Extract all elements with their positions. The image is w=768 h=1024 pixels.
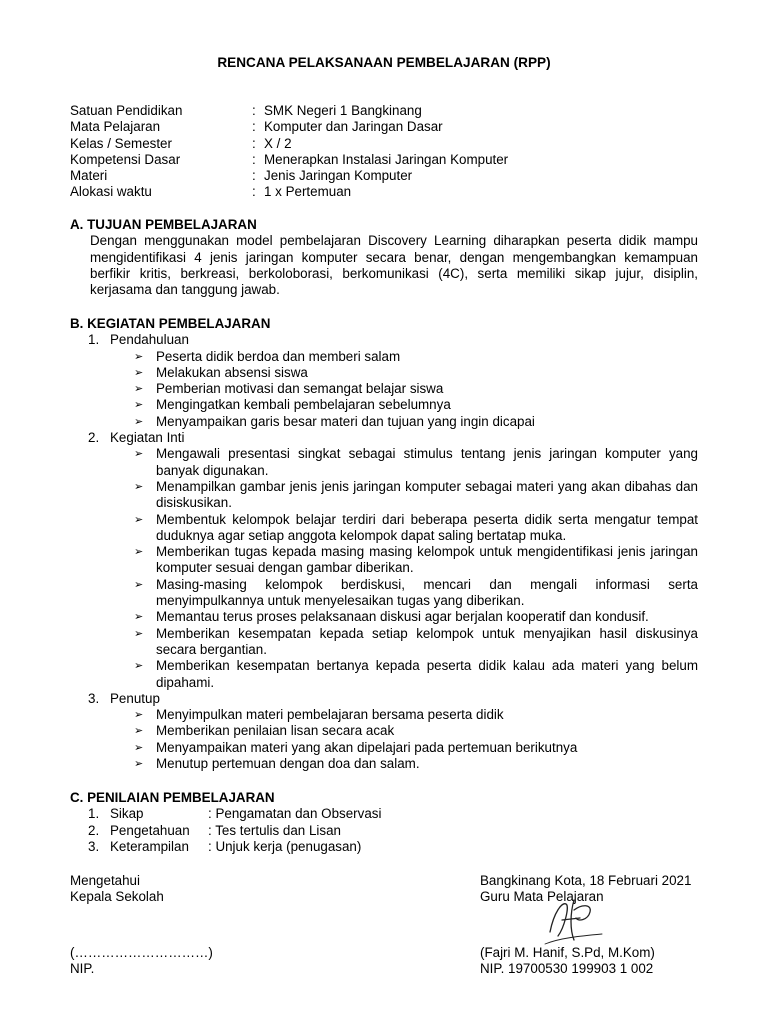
list-item-text: Menyampaikan garis besar materi dan tujuan yang ingin dicapai	[156, 413, 535, 429]
list-item-text: Membentuk kelompok belajar terdiri dari beberapa peserta didik serta mengatur tempat duduknya agar setiap anggota kelompok dapat saling bertatap muka.	[156, 511, 698, 543]
identity-colon: :	[252, 184, 256, 200]
list-item-text: Memantau terus proses pelaksanaan diskusi agar berjalan kooperatif dan kondusif.	[156, 609, 649, 625]
assessment-row	[88, 806, 698, 822]
assessment-row	[88, 839, 698, 855]
list-item-text: Menyimpulkan materi pembelajaran bersama peserta didik	[156, 707, 504, 723]
identity-colon: :	[252, 168, 256, 184]
section-c	[70, 790, 698, 855]
arrow-bullet-icon: ➢	[134, 415, 144, 428]
sign-left-line2: Kepala Sekolah	[70, 889, 164, 905]
phase-heading	[88, 691, 698, 707]
identity-value: 1 x Pertemuan	[264, 184, 352, 200]
identity-row	[70, 136, 508, 152]
list-item	[70, 740, 698, 756]
sign-right-nip: NIP. 19700530 199903 1 002	[480, 960, 654, 976]
arrow-bullet-icon: ➢	[134, 366, 144, 379]
list-item	[70, 349, 698, 365]
document-title: RENCANA PELAKSANAAN PEMBELAJARAN (RPP)	[217, 55, 551, 70]
identity-row	[70, 119, 508, 135]
list-item	[70, 365, 698, 381]
arrow-bullet-icon: ➢	[134, 399, 144, 412]
section-c-heading: C. PENILAIAN PEMBELAJARAN	[70, 790, 275, 805]
phase-heading	[88, 332, 698, 348]
list-item-text: Melakukan absensi siswa	[156, 364, 308, 380]
sign-left-line1: Mengetahui	[70, 873, 140, 888]
phase-number: 3.	[88, 690, 100, 706]
phase-name: Pendahuluan	[110, 332, 189, 348]
section-a-heading: A. TUJUAN PEMBELAJARAN	[70, 217, 257, 232]
list-item	[70, 544, 698, 577]
list-item	[70, 723, 698, 739]
list-item-text: Memberikan penilaian lisan secara acak	[156, 723, 395, 739]
identity-value: Menerapkan Instalasi Jaringan Komputer	[264, 151, 509, 167]
assessment-method: : Unjuk kerja (penugasan)	[208, 838, 362, 854]
list-item	[70, 512, 698, 545]
identity-label: Mata Pelajaran	[70, 119, 161, 135]
phase-number: 1.	[88, 332, 100, 348]
arrow-bullet-icon: ➢	[134, 611, 144, 624]
identity-colon: :	[252, 119, 256, 135]
assessment-number: 2.	[88, 822, 100, 838]
list-item-text: Pemberian motivasi dan semangat belajar siswa	[156, 381, 444, 397]
list-item	[70, 658, 698, 691]
arrow-bullet-icon: ➢	[134, 578, 144, 591]
phase-activity-list	[70, 349, 698, 430]
list-item-text: Peserta didik berdoa dan memberi salam	[156, 348, 401, 364]
phase-activity-list	[70, 446, 698, 690]
assessment-row	[88, 823, 698, 839]
sign-right-line1: Bangkinang Kota, 18 Februari 2021	[480, 873, 692, 888]
arrow-bullet-icon: ➢	[134, 758, 144, 771]
list-item	[70, 707, 698, 723]
identity-label: Alokasi waktu	[70, 184, 152, 200]
sign-right-line2: Guru Mata Pelajaran	[480, 889, 604, 905]
list-item	[70, 626, 698, 659]
identity-row	[70, 168, 508, 184]
list-item	[70, 756, 698, 772]
identity-value: Jenis Jaringan Komputer	[264, 168, 413, 184]
assessment-method: : Pengamatan dan Observasi	[208, 806, 382, 822]
list-item-text: Menampilkan gambar jenis jenis jaringan komputer sebagai materi yang akan dibahas dan disiskusikan.	[156, 478, 698, 511]
arrow-bullet-icon: ➢	[134, 741, 144, 754]
arrow-bullet-icon: ➢	[134, 627, 144, 640]
phase-name: Kegiatan Inti	[110, 430, 185, 446]
assessment-aspect: Sikap	[110, 806, 144, 822]
list-item	[70, 414, 698, 430]
signature-block-left	[70, 873, 213, 977]
phase-activity-list	[70, 707, 698, 772]
assessment-method: : Tes tertulis dan Lisan	[208, 822, 341, 838]
arrow-bullet-icon: ➢	[134, 660, 144, 673]
identity-label: Kompetensi Dasar	[70, 151, 181, 167]
list-item-text: Menutup pertemuan dengan doa dan salam.	[156, 756, 420, 772]
arrow-bullet-icon: ➢	[134, 480, 144, 493]
arrow-bullet-icon: ➢	[134, 383, 144, 396]
phase-number: 2.	[88, 430, 100, 446]
identity-label: Kelas / Semester	[70, 135, 172, 151]
sign-left-name: (…………………………)	[70, 944, 213, 960]
list-item-text: Menyampaikan materi yang akan dipelajari pada pertemuan berikutnya	[156, 739, 578, 755]
identity-label: Satuan Pendidikan	[70, 103, 183, 118]
assessment-number: 3.	[88, 838, 100, 854]
arrow-bullet-icon: ➢	[134, 448, 144, 461]
arrow-bullet-icon: ➢	[134, 350, 144, 363]
identity-value: Komputer dan Jaringan Dasar	[264, 119, 443, 135]
identity-row	[70, 184, 508, 200]
identity-row	[70, 152, 508, 168]
identity-value: SMK Negeri 1 Bangkinang	[264, 103, 422, 118]
list-item-text: Memberikan kesempatan kepada setiap kelompok untuk menyajikan hasil diskusinya secara bergantian.	[156, 625, 698, 657]
list-item	[70, 609, 698, 625]
section-a	[70, 217, 698, 298]
arrow-bullet-icon: ➢	[134, 709, 144, 722]
handwritten-signature-icon	[540, 892, 610, 952]
identity-colon: :	[252, 151, 256, 167]
arrow-bullet-icon: ➢	[134, 513, 144, 526]
list-item-text: Mengawali presentasi singkat sebagai stimulus tentang jenis jaringan komputer yang banyak digunakan.	[156, 446, 698, 478]
section-b-heading: B. KEGIATAN PEMBELAJARAN	[70, 316, 271, 331]
list-item	[70, 479, 698, 512]
list-item-text: Memberikan tugas kepada masing masing kelompok untuk mengidentifikasi jenis jaringan komputer sesuai dengan gambar diberikan.	[156, 544, 698, 576]
list-item-text: Memberikan kesempatan bertanya kepada peserta didik kalau ada materi yang belum dipahami.	[156, 658, 698, 690]
list-item	[70, 397, 698, 413]
phase-heading	[88, 430, 698, 446]
identity-value: X / 2	[264, 135, 292, 151]
identity-table	[70, 103, 508, 201]
list-item-text: Masing-masing kelompok berdiskusi, mencari dan mengali informasi serta menyimpulkannya untuk menyelesaikan tugas yang diberikan.	[156, 576, 698, 609]
list-item	[70, 446, 698, 479]
assessment-number: 1.	[88, 806, 100, 822]
assessment-aspect: Keterampilan	[110, 838, 189, 854]
list-item	[70, 381, 698, 397]
arrow-bullet-icon: ➢	[134, 725, 144, 738]
section-a-text: Dengan menggunakan model pembelajaran Discovery Learning diharapkan peserta didik mampu mengidentifikasi 4 jenis jaringan komputer secara benar, dengan mengembangkan kemampuan berfikir kritis, berkreasi, berkoloborasi, berkomunikasi (4C), serta memiliki sikap jujur, disiplin, kerjasama dan tanggung jawab.	[90, 233, 698, 298]
phase-name: Penutup	[110, 690, 160, 706]
sign-left-nip: NIP.	[70, 960, 95, 976]
list-item-text: Mengingatkan kembali pembelajaran sebelumnya	[156, 397, 451, 413]
sign-right-name: (Fajri M. Hanif, S.Pd, M.Kom)	[480, 944, 655, 960]
section-b	[70, 316, 698, 772]
assessment-aspect: Pengetahuan	[110, 822, 190, 838]
identity-colon: :	[252, 135, 256, 151]
identity-row	[70, 103, 508, 119]
arrow-bullet-icon: ➢	[134, 546, 144, 559]
identity-colon: :	[252, 103, 256, 118]
list-item	[70, 577, 698, 610]
identity-label: Materi	[70, 168, 108, 184]
